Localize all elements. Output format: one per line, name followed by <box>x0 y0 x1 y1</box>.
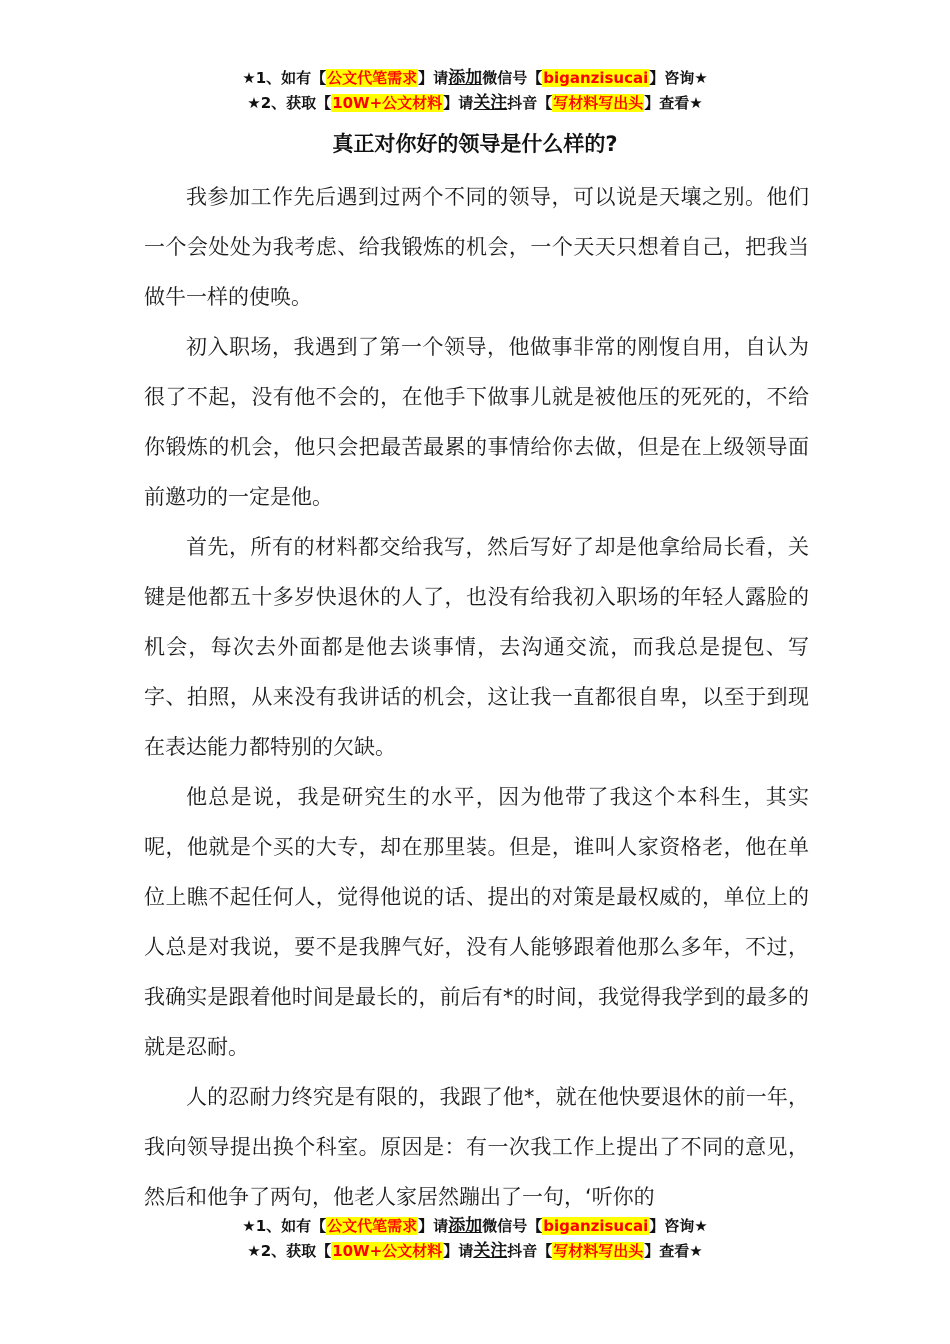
banner-line-1 <box>0 66 950 91</box>
banner-highlight: biganzisucai <box>543 1217 649 1235</box>
banner-text: 】请 <box>443 94 474 112</box>
banner-highlight: 写材料写出头 <box>553 94 644 112</box>
paragraph: 他总是说，我是研究生的水平，因为他带了我这个本科生，其实呢，他就是个买的大专，却在那里装。但是，谁叫人家资格老，他在单位上瞧不起任何人，觉得他说的话、提出的对策是最权威的，单位上的人总是对我说，要不是我脾气好，没有人能够跟着他那么多年，不过，我确实是跟着他时间是最长的，前后有*的时间，我觉得我学到的最多的就是忍耐。 <box>144 785 809 1059</box>
banner-emphasis: 添加 <box>448 68 483 88</box>
paragraph: 人的忍耐力终究是有限的，我跟了他*，就在他快要退休的前一年，我向领导提出换个科室。原因是：有一次我工作上提出了不同的意见，然后和他争了两句，他老人家居然蹦出了一句，‘听你的 <box>144 1085 809 1209</box>
banner-text: 】查看★ <box>644 94 703 112</box>
banner-text: 】请 <box>418 69 449 87</box>
banner-text: ★1、如有【 <box>242 69 327 87</box>
footer-banner <box>0 1214 950 1264</box>
paragraph: 首先，所有的材料都交给我写，然后写好了却是他拿给局长看，关键是他都五十多岁快退休的人了，也没有给我初入职场的年轻人露脸的机会，每次去外面都是他去谈事情，去沟通交流，而我总是提包、写字、拍照，从来没有我讲话的机会，这让我一直都很自卑，以至于到现在表达能力都特别的欠缺。 <box>144 535 809 759</box>
banner-highlight: 公文代笔需求 <box>327 1217 418 1235</box>
banner-highlight: 10W+公文材料 <box>332 94 443 112</box>
banner-highlight: 写材料写出头 <box>553 1242 644 1260</box>
banner-text: 抖音【 <box>507 1242 553 1260</box>
banner-text: 】咨询★ <box>649 1217 708 1235</box>
paragraph: 初入职场，我遇到了第一个领导，他做事非常的刚愎自用，自认为很了不起，没有他不会的，在他手下做事儿就是被他压的死死的，不给你锻炼的机会，他只会把最苦最累的事情给你去做，但是在上级领导面前邀功的一定是他。 <box>144 335 809 509</box>
banner-line-1 <box>0 1214 950 1239</box>
document-title: 真正对你好的领导是什么样的? <box>332 132 618 156</box>
document-body <box>144 172 809 1222</box>
banner-text: 】请 <box>443 1242 474 1260</box>
banner-text: 微信号【 <box>482 1217 543 1235</box>
banner-text: 微信号【 <box>482 69 543 87</box>
banner-text: 】请 <box>418 1217 449 1235</box>
banner-text: ★2、获取【 <box>247 94 332 112</box>
banner-highlight: 公文代笔需求 <box>327 69 418 87</box>
banner-text: 抖音【 <box>507 94 553 112</box>
banner-text: ★2、获取【 <box>247 1242 332 1260</box>
paragraph: 我参加工作先后遇到过两个不同的领导，可以说是天壤之别。他们一个会处处为我考虑、给我锻炼的机会，一个天天只想着自己，把我当做牛一样的使唤。 <box>144 185 809 309</box>
banner-emphasis: 添加 <box>448 1216 483 1236</box>
banner-text: 】查看★ <box>644 1242 703 1260</box>
banner-text: ★1、如有【 <box>242 1217 327 1235</box>
banner-highlight: 10W+公文材料 <box>332 1242 443 1260</box>
banner-text: 】咨询★ <box>649 69 708 87</box>
banner-highlight: biganzisucai <box>543 69 649 87</box>
banner-line-2 <box>0 91 950 116</box>
header-banner <box>0 66 950 116</box>
banner-emphasis: 关注 <box>473 1241 508 1261</box>
banner-emphasis: 关注 <box>473 93 508 113</box>
banner-line-2 <box>0 1239 950 1264</box>
